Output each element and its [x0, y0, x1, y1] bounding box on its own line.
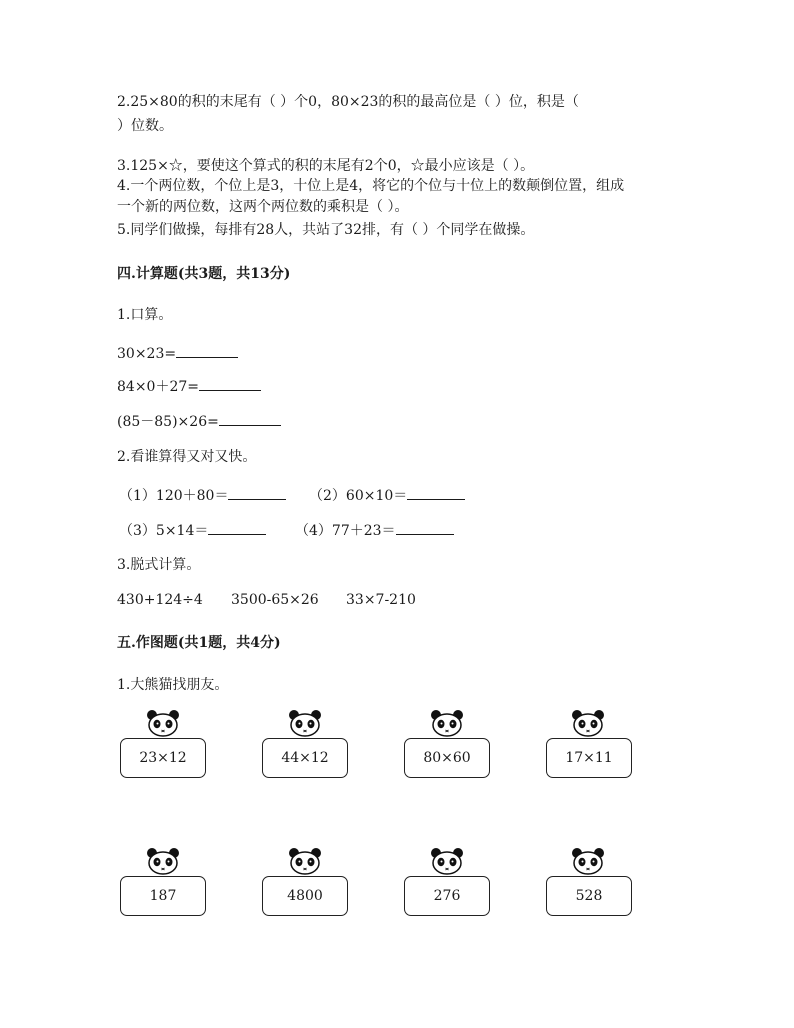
answer-blank[interactable] [219, 411, 281, 426]
answer-blank[interactable] [176, 343, 238, 358]
panda-icon [288, 847, 322, 875]
panda-icon [146, 709, 180, 737]
quick-item-1-text: （1）120＋80＝ [119, 488, 229, 504]
result-card[interactable]: 276 [404, 876, 490, 916]
answer-blank[interactable] [396, 520, 454, 535]
section5-title: 五.作图题(共1题，共4分) [117, 635, 281, 651]
result-card[interactable]: 4800 [262, 876, 348, 916]
oral-item-3 [117, 411, 281, 431]
panda-icon [571, 709, 605, 737]
s5-p1-title: 1.大熊猫找朋友。 [117, 677, 229, 693]
result-card[interactable]: 528 [546, 876, 632, 916]
s4-p3-title: 3.脱式计算。 [117, 557, 201, 573]
quick-item-4-text: （4）77＋23＝ [295, 523, 396, 539]
step-calc-2: 3500-65×26 [231, 592, 319, 608]
expression-card[interactable]: 23×12 [120, 738, 206, 778]
answer-blank[interactable] [228, 485, 286, 500]
expression-card[interactable]: 17×11 [546, 738, 632, 778]
expression-card[interactable]: 80×60 [404, 738, 490, 778]
q5-text: 5.同学们做操，每排有28人，共站了32排，有（ ）个同学在做操。 [117, 222, 535, 238]
step-calc-1: 430+124÷4 [117, 592, 203, 608]
oral-item-1-text: 30×23= [117, 346, 177, 362]
q4-line2: 一个新的两位数，这两个两位数的乘积是（ ）。 [117, 199, 409, 215]
panda-icon [288, 709, 322, 737]
s4-p1-title: 1.口算。 [117, 307, 173, 323]
quick-item-2-text: （2）60×10＝ [309, 488, 408, 504]
q2-line2: ）位数。 [117, 118, 173, 134]
oral-item-1 [117, 343, 238, 363]
panda-icon [430, 709, 464, 737]
panda-icon [146, 847, 180, 875]
panda-icon [430, 847, 464, 875]
quick-item-4 [295, 520, 454, 540]
s4-p2-title: 2.看谁算得又对又快。 [117, 449, 257, 465]
quick-item-1 [119, 485, 286, 505]
section4-title: 四.计算题(共3题，共13分) [117, 266, 291, 282]
q2-line1: 2.25×80的积的末尾有（ ）个0，80×23的积的最高位是（ ）位，积是（ [117, 94, 579, 110]
expression-card[interactable]: 44×12 [262, 738, 348, 778]
answer-blank[interactable] [199, 376, 261, 391]
oral-item-3-text: (85－85)×26= [117, 414, 219, 430]
result-card[interactable]: 187 [120, 876, 206, 916]
answer-blank[interactable] [407, 485, 465, 500]
oral-item-2 [117, 376, 261, 396]
q4-line1: 4.一个两位数，个位上是3，十位上是4，将它的个位与十位上的数颠倒位置，组成 [117, 178, 625, 194]
quick-item-3-text: （3）5×14＝ [119, 523, 209, 539]
quick-item-2 [309, 485, 465, 505]
panda-icon [571, 847, 605, 875]
quick-item-3 [119, 520, 266, 540]
oral-item-2-text: 84×0＋27= [117, 379, 199, 395]
step-calc-3: 33×7-210 [346, 592, 416, 608]
q3-text: 3.125×☆，要使这个算式的积的末尾有2个0，☆最小应该是（ ）。 [117, 158, 535, 174]
answer-blank[interactable] [208, 520, 266, 535]
